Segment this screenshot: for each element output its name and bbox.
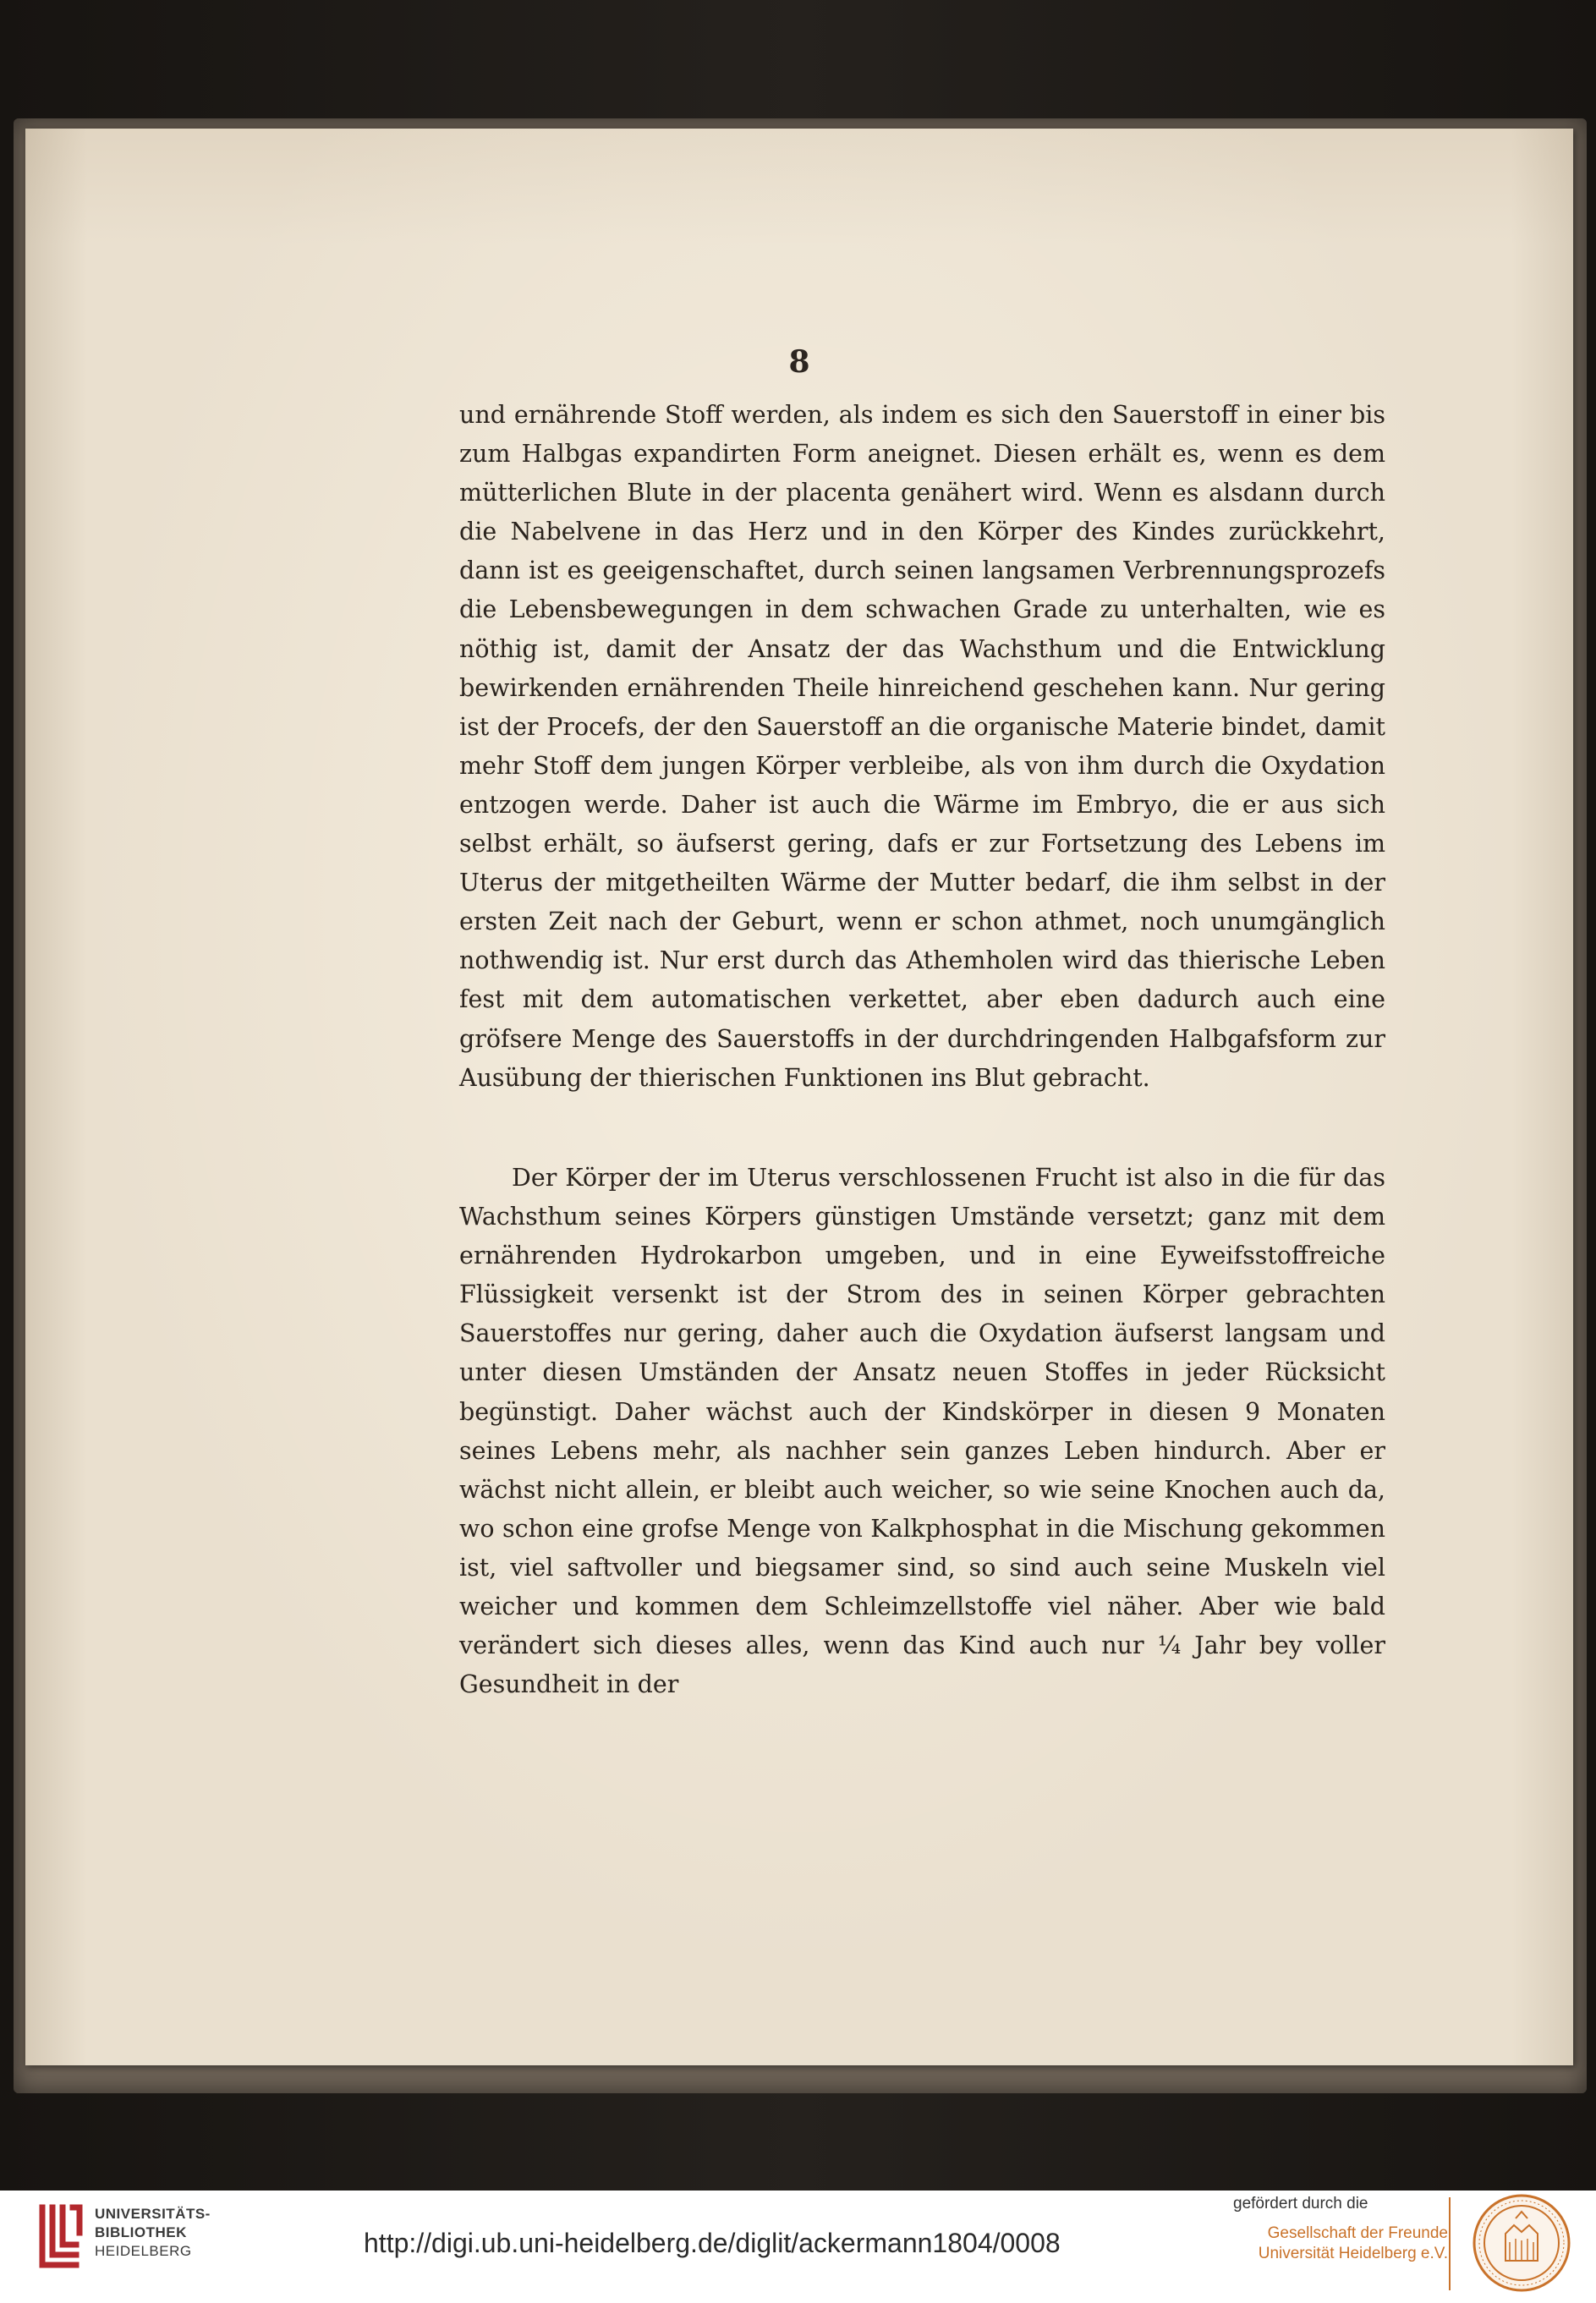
permalink-url[interactable]: http://digi.ub.uni-heidelberg.de/diglit/ackermann1804/0008 [364, 2228, 1061, 2258]
university-library-name: UNIVERSITÄTS- BIBLIOTHEK HEIDELBERG [95, 2206, 211, 2259]
sponsor-divider [1449, 2197, 1451, 2290]
paragraph: und ernährende Stoff werden, als indem es sich den Sauerstoff in einer bis zum Halbgas expandirten Form aneignet. Diesen erhält es, wenn es dem mütterlichen Blute in der placenta genähert wird. Wenn es alsdann durch die Nabelvene in das Herz und in den Körper des Kindes zurückkehrt, dann ist es geeigenschaftet, durch seinen langsamen Verbrennungsprozefs die Lebensbewegungen in dem schwachen Grade zu unterhalten, wie es nöthig ist, damit der Ansatz der das Wachsthum und die Entwicklung bewirkenden ernährenden Theile hinreichend geschehen kann. Nur gering ist der Procefs, der den Sauerstoff an die organische Materie bindet, damit mehr Stoff dem jungen Körper verbleibe, als von ihm durch die Oxydation entzogen werde. Daher ist auch die Wärme im Embryo, die er aus sich selbst erhält, so äufserst gering, dafs er zur Fortsetzung des Lebens im Uterus der mitgetheilten Wärme der Mutter bedarf, die ihm selbst in der ersten Zeit nach der Geburt, wenn er schon athmet, noch unumgänglich nothwendig ist. Nur erst durch das Athemholen wird das thierische Leben fest mit dem automatischen verkettet, aber eben dadurch auch eine gröfsere Menge des Sauerstoffs in der durchdringenden Halbgafsform zur Ausübung der thierischen Funktionen ins Blut gebracht. [459, 401, 1385, 1092]
university-seal-icon [1472, 2193, 1571, 2293]
university-library-logo-icon [34, 2199, 88, 2273]
sponsor-name: Gesellschaft der Freunde Universität Heidelberg e.V. [1258, 2224, 1448, 2262]
page-number: 8 [788, 344, 810, 380]
book-page [25, 129, 1573, 2065]
sponsor-caption: gefördert durch die [1233, 2195, 1368, 2213]
paragraph: Der Körper der im Uterus verschlossenen Frucht ist also in die für das Wachsthum seines Körpers günstigen Umstände versetzt; ganz mit dem ernährenden Hydrokarbon umgeben, und in eine Eyweifsstoffreiche Flüssigkeit versenkt ist der Strom des in seinen Körper gebrachten Sauerstoffes nur gering, daher auch die Oxydation äufserst langsam und unter diesen Umständen der Ansatz neuen Stoffes in jeder Rücksicht begünstigt. Daher wächst auch der Kindskörper in diesen 9 Monaten seines Lebens mehr, als nachher sein ganzes Leben hindurch. Aber er wächst nicht allein, er bleibt auch weicher, so wie seine Knochen auch da, wo schon eine grofse Menge von Kalkphosphat in die Mischung gekommen ist, viel saftvoller und biegsamer sind, so sind auch seine Muskeln viel weicher und kommen dem Schleimzellstoffe viel näher. Aber wie bald verändert sich dieses alles, wenn das Kind auch nur ¼ Jahr bey voller Gesundheit in der [459, 1164, 1385, 1699]
